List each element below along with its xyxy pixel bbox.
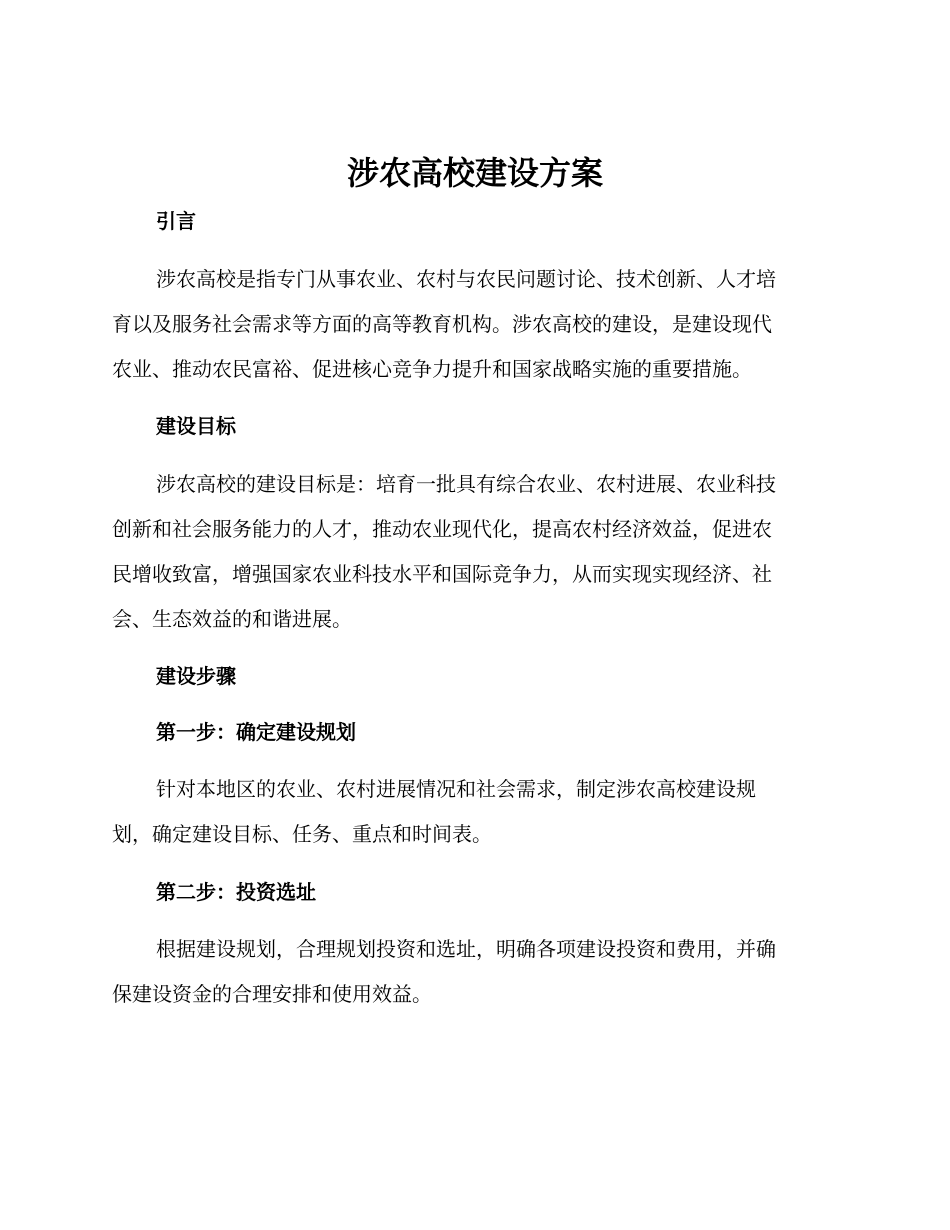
paragraph-line: 根据建设规划，合理规划投资和选址，明确各项建设投资和费用，并确 xyxy=(156,937,776,961)
paragraph-line: 农业、推动农民富裕、促进核心竞争力提升和国家战略实施的重要措施。 xyxy=(112,357,752,381)
paragraph-intro xyxy=(112,257,832,392)
heading-step-2: 第二步：投资选址 xyxy=(156,880,316,904)
paragraph-line: 涉农高校的建设目标是：培育一批具有综合农业、农村进展、农业科技 xyxy=(156,472,776,496)
heading-intro: 引言 xyxy=(156,209,196,233)
heading-goal: 建设目标 xyxy=(156,414,236,438)
paragraph-line: 育以及服务社会需求等方面的高等教育机构。涉农高校的建设，是建设现代 xyxy=(112,312,772,336)
paragraph-step-2 xyxy=(112,927,832,1017)
heading-step-1: 第一步：确定建设规划 xyxy=(156,720,356,744)
paragraph-line: 民增收致富，增强国家农业科技水平和国际竞争力，从而实现实现经济、社 xyxy=(112,562,772,586)
paragraph-line: 划，确定建设目标、任务、重点和时间表。 xyxy=(112,822,492,846)
paragraph-line: 针对本地区的农业、农村进展情况和社会需求，制定涉农高校建设规 xyxy=(156,777,756,801)
paragraph-line: 保建设资金的合理安排和使用效益。 xyxy=(112,982,432,1006)
paragraph-line: 会、生态效益的和谐进展。 xyxy=(112,607,352,631)
paragraph-line: 涉农高校是指专门从事农业、农村与农民问题讨论、技术创新、人才培 xyxy=(156,267,776,291)
paragraph-line: 创新和社会服务能力的人才，推动农业现代化，提高农村经济效益，促进农 xyxy=(112,517,772,541)
heading-steps: 建设步骤 xyxy=(156,664,236,688)
paragraph-step-1 xyxy=(112,767,832,857)
document-title: 涉农高校建设方案 xyxy=(346,154,603,192)
paragraph-goal xyxy=(112,462,832,642)
